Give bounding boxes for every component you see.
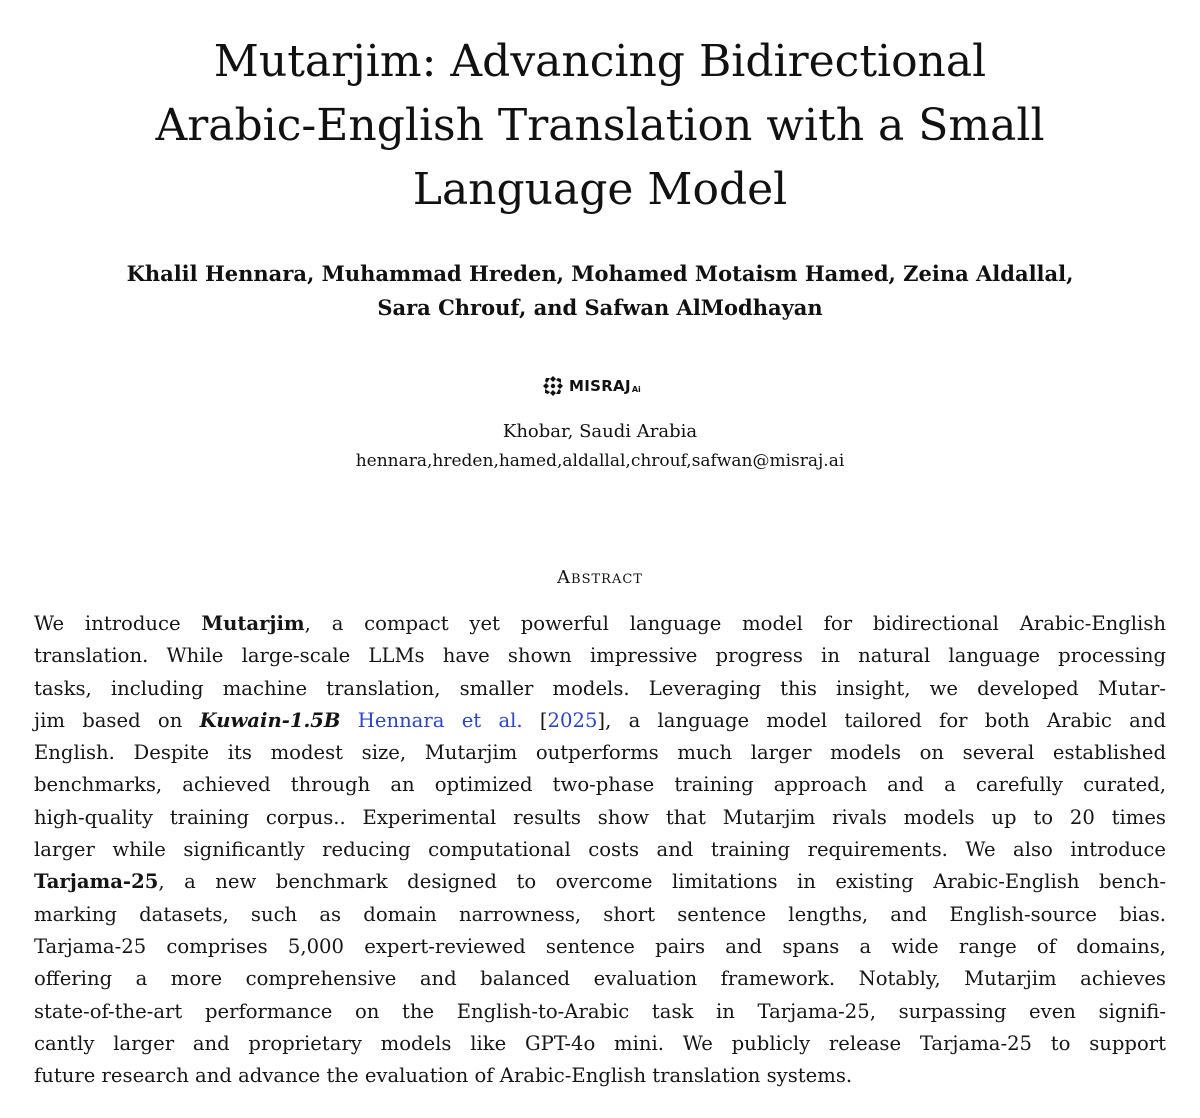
abstract-line-15: future research and advance the evaluation of Arabic-English translation systems. bbox=[34, 1064, 853, 1088]
model-name-mutarjim: Mutarjim bbox=[201, 612, 305, 635]
abstract-text: We introduce bbox=[34, 612, 202, 635]
abstract-line-11: Tarjama-25 comprises 5,000 expert-reviewed sentence pairs and spans a wide range of domains, bbox=[34, 934, 1166, 958]
abstract-body bbox=[34, 608, 1166, 1092]
abstract-line-5: English. Despite its modest size, Mutarjim outperforms much larger models on several established bbox=[34, 741, 1166, 765]
abstract-line-8: larger while significantly reducing computational costs and training requirements. We also introduce bbox=[34, 838, 1166, 862]
abstract-line-14: cantly larger and proprietary models like GPT-4o mini. We publicly release Tarjama-25 to support bbox=[34, 1031, 1166, 1055]
abstract-line-2: translation. While large-scale LLMs have shown impressive progress in natural language processing bbox=[34, 644, 1166, 668]
abstract-text: , a new benchmark designed to overcome limitations in existing Arabic-English bench- bbox=[158, 870, 1166, 894]
author-line-1: Khalil Hennara, Muhammad Hreden, Mohamed Motaism Hamed, Zeina Aldallal, bbox=[126, 261, 1074, 286]
citation-author-link[interactable]: Hennara et al. bbox=[357, 708, 523, 732]
misraj-logo bbox=[542, 373, 641, 399]
author-emails: hennara,hreden,hamed,aldallal,chrouf,safwan@misraj.ai bbox=[355, 451, 845, 471]
author-list bbox=[0, 257, 1200, 325]
abstract-line-6: benchmarks, achieved through an optimized two-phase training approach and a carefully curated, bbox=[34, 773, 1166, 797]
abstract-line-1 bbox=[34, 608, 1166, 640]
paper-title bbox=[0, 30, 1200, 222]
misraj-logo-icon bbox=[542, 375, 564, 397]
model-name-kuwain: Kuwain-1.5B bbox=[199, 708, 341, 732]
logo-wordmark: MISRAJ bbox=[569, 377, 631, 395]
abstract-line-9 bbox=[34, 866, 1166, 898]
abstract-text: , a compact yet powerful language model for bidirectional Arabic-English bbox=[304, 612, 1166, 635]
abstract-line-12: offering a more comprehensive and balanced evaluation framework. Notably, Mutarjim achieves bbox=[34, 967, 1166, 991]
benchmark-name-tarjama: Tarjama-25 bbox=[34, 870, 159, 894]
abstract-text: jim based on bbox=[34, 708, 200, 732]
author-line-2: Sara Chrouf, and Safwan AlModhayan bbox=[377, 295, 823, 320]
title-line-3: Language Model bbox=[412, 164, 788, 215]
logo-suffix: Ai bbox=[631, 385, 641, 394]
abstract-text: ], a language model tailored for both Arabic and bbox=[597, 708, 1166, 732]
title-line-2: Arabic-English Translation with a Small bbox=[155, 100, 1045, 151]
affiliation-location: Khobar, Saudi Arabia bbox=[502, 421, 698, 442]
citation-year-link[interactable]: 2025 bbox=[547, 708, 598, 732]
abstract-line-3: tasks, including machine translation, smaller models. Leveraging this insight, we developed Mutar- bbox=[34, 676, 1166, 700]
abstract-heading: Abstract bbox=[557, 567, 643, 588]
abstract-line-4 bbox=[34, 705, 1166, 737]
abstract-line-10: marking datasets, such as domain narrowness, short sentence lengths, and English-source bias. bbox=[34, 902, 1166, 926]
abstract-line-7: high-quality training corpus.. Experimental results show that Mutarjim rivals models up to 20 times bbox=[34, 805, 1166, 829]
title-line-1: Mutarjim: Advancing Bidirectional bbox=[213, 36, 987, 87]
abstract-line-13: state-of-the-art performance on the English-to-Arabic task in Tarjama-25, surpassing even signifi- bbox=[34, 999, 1166, 1023]
citation-bracket: [ bbox=[522, 708, 548, 732]
